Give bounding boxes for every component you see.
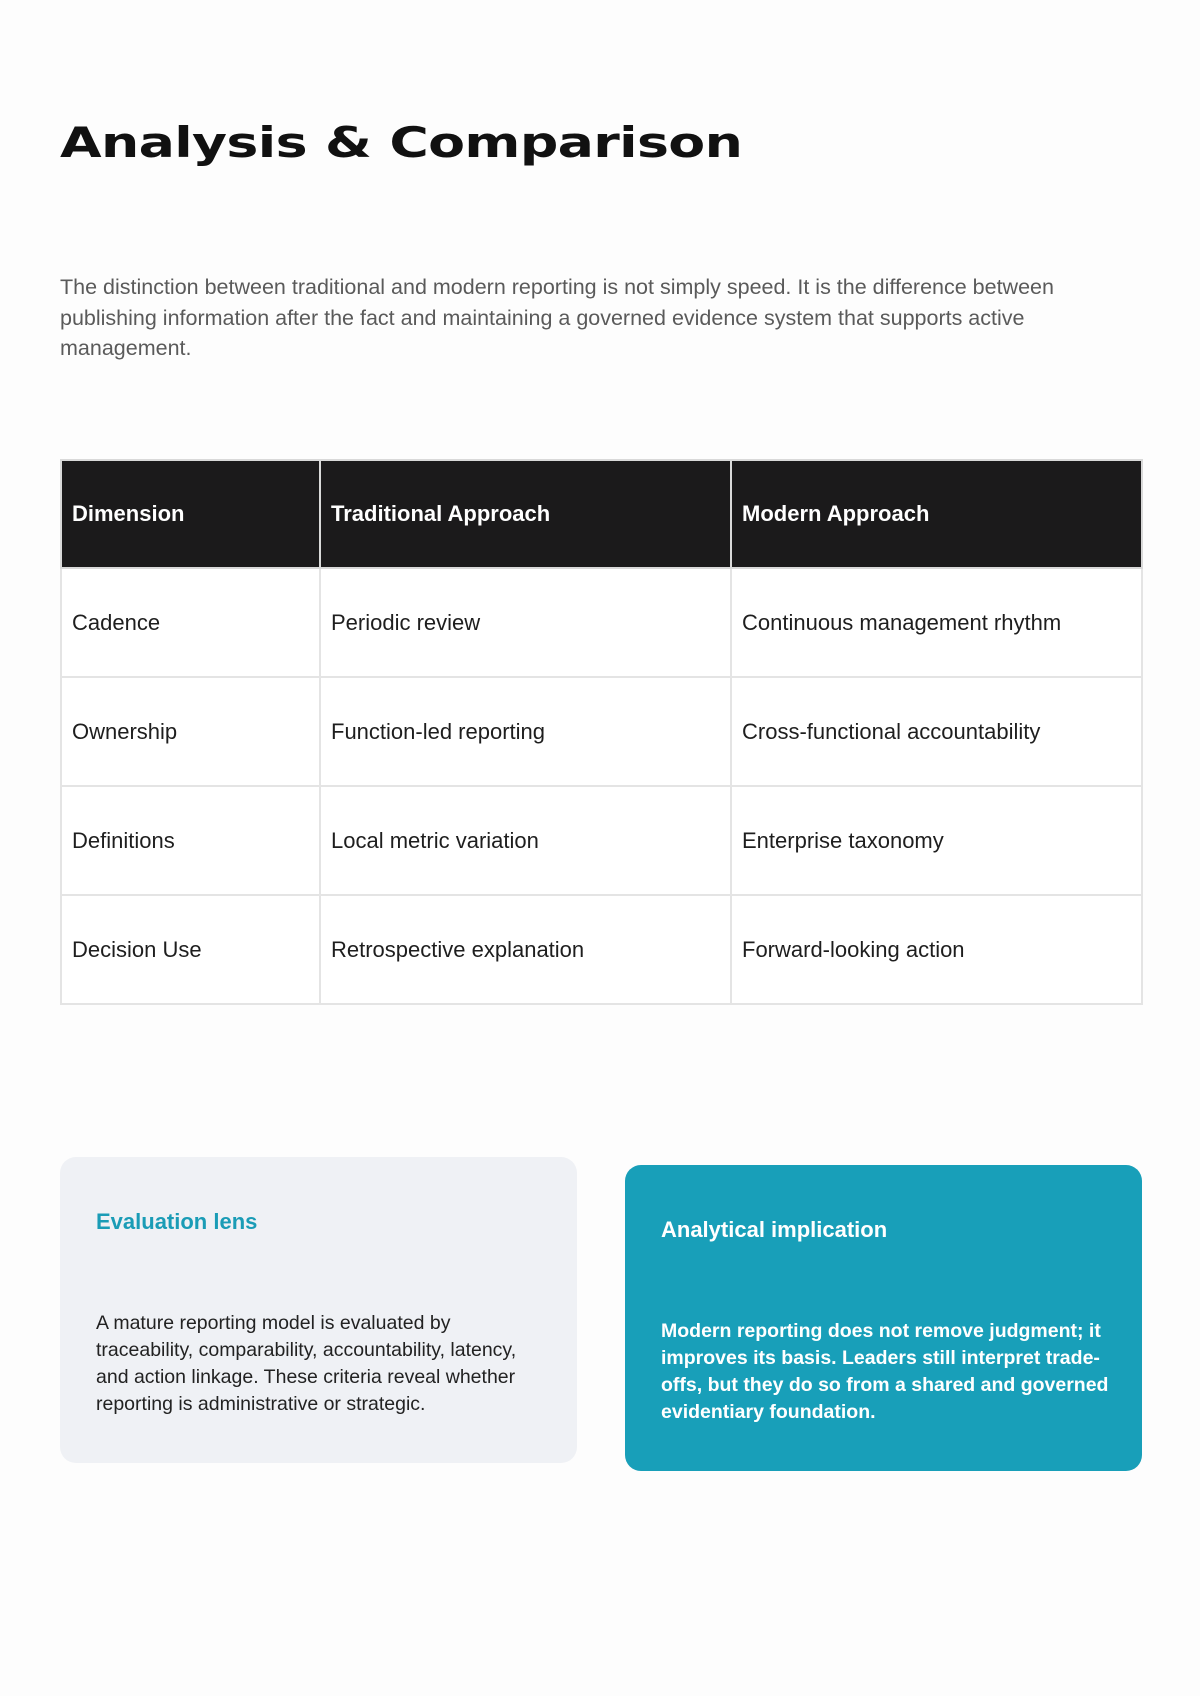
cell-dimension: Definitions: [61, 786, 320, 895]
table-header-row: [61, 460, 1142, 568]
cell-traditional: Function-led reporting: [320, 677, 731, 786]
header-dimension: Dimension: [61, 460, 320, 568]
intro-paragraph: The distinction between traditional and modern reporting is not simply speed. It is the difference between publishing information after the fact and maintaining a governed evidence system that supports active management.: [60, 275, 1054, 360]
cell-traditional: Periodic review: [320, 568, 731, 677]
cell-traditional: Retrospective explanation: [320, 895, 731, 1004]
cell-modern: Continuous management rhythm: [731, 568, 1142, 677]
cell-dimension: Cadence: [61, 568, 320, 677]
comparison-table: [60, 459, 1143, 1005]
analytical-implication-card: [625, 1165, 1142, 1471]
analytical-implication-heading: Analytical implication: [661, 1217, 888, 1242]
evaluation-lens-body: A mature reporting model is evaluated by traceability, comparability, accountability, latency, and action linkage. These criteria reveal whether reporting is administrative or strategic.: [96, 1312, 517, 1415]
evaluation-lens-card: [60, 1157, 577, 1463]
header-modern-approach: Modern Approach: [731, 460, 1142, 568]
table-row: [61, 895, 1142, 1004]
table-row: [61, 786, 1142, 895]
cell-modern: Forward-looking action: [731, 895, 1142, 1004]
cell-modern: Enterprise taxonomy: [731, 786, 1142, 895]
table-row: [61, 568, 1142, 677]
analytical-implication-body: Modern reporting does not remove judgment; it improves its basis. Leaders still interpret trade-offs, but they do so from a shared and governed evidentiary foundation.: [661, 1320, 1109, 1423]
cell-traditional: Local metric variation: [320, 786, 731, 895]
table-row: [61, 677, 1142, 786]
cell-modern: Cross-functional accountability: [731, 677, 1142, 786]
evaluation-lens-heading: Evaluation lens: [96, 1209, 258, 1234]
cell-dimension: Decision Use: [61, 895, 320, 1004]
page-title: Analysis & Comparison: [60, 118, 743, 167]
cell-dimension: Ownership: [61, 677, 320, 786]
header-traditional-approach: Traditional Approach: [320, 460, 731, 568]
